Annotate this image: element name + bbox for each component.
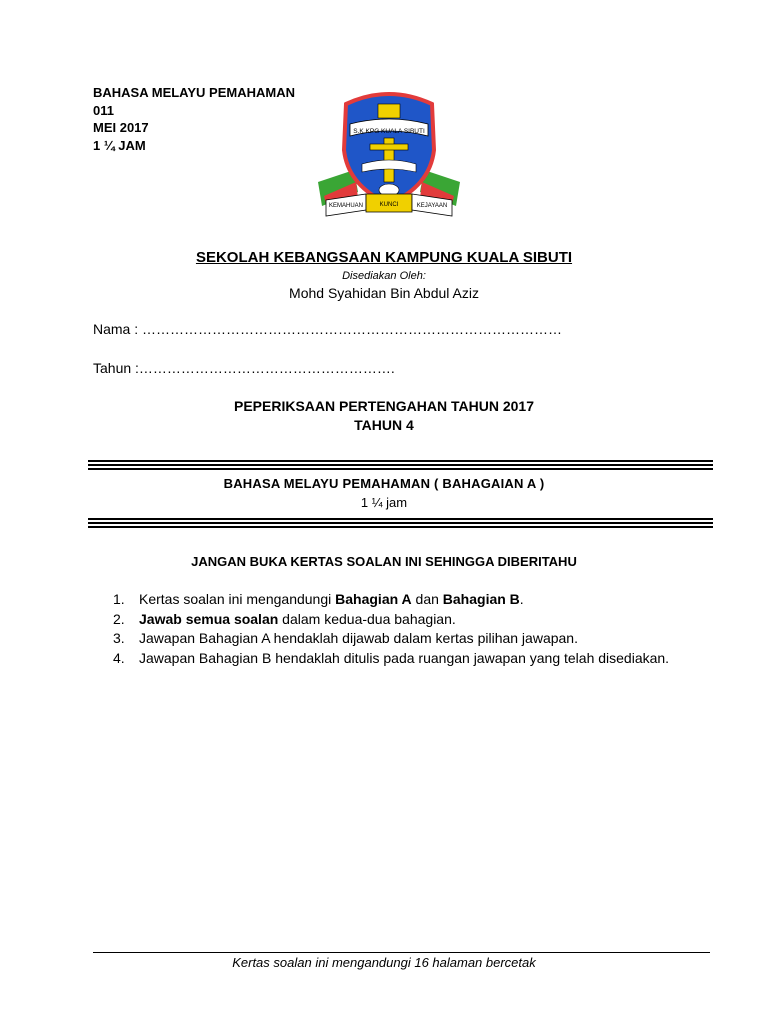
divider-line bbox=[88, 526, 713, 528]
header-subject: BAHASA MELAYU PEMAHAMAN bbox=[93, 85, 295, 100]
instruction-item bbox=[113, 629, 673, 649]
instruction-item bbox=[113, 590, 673, 610]
instruction-item bbox=[113, 610, 673, 630]
instruction-text: dan bbox=[411, 591, 443, 607]
instruction-number: 3. bbox=[113, 630, 125, 646]
divider-line bbox=[88, 460, 713, 462]
instruction-text: Kertas soalan ini mengandungi bbox=[139, 591, 336, 607]
divider-line bbox=[88, 518, 713, 520]
instruction-number: 1. bbox=[113, 591, 125, 607]
logo-banner-text: S.K KPG KUALA SIBUTI bbox=[353, 128, 425, 135]
instruction-text: dalam kedua-dua bahagian. bbox=[278, 610, 456, 627]
divider-line bbox=[88, 468, 713, 470]
instruction-bold: Bahagian A bbox=[335, 591, 412, 607]
instruction-number: 4. bbox=[113, 649, 125, 666]
instruction-text: Jawapan Bahagian B hendaklah ditulis pada ruangan jawapan yang telah disediakan. bbox=[139, 649, 670, 666]
header-duration: 1 ¼ JAM bbox=[93, 137, 146, 153]
paper-header bbox=[93, 84, 295, 154]
instruction-bold: Jawab semua soalan bbox=[139, 610, 279, 627]
header-code: 011 bbox=[93, 102, 114, 118]
instruction-item bbox=[113, 649, 673, 669]
exam-title: PEPERIKSAAN PERTENGAHAN TAHUN 2017 bbox=[233, 398, 534, 414]
name-field[interactable]: Nama : ……………………………………………………………………………… bbox=[93, 321, 563, 337]
school-name: SEKOLAH KEBANGSAAN KAMPUNG KUALA SIBUTI bbox=[195, 249, 573, 266]
warning-text: JANGAN BUKA KERTAS SOALAN INI SEHINGGA DIBERITAHU bbox=[191, 554, 577, 569]
exam-year: TAHUN 4 bbox=[354, 417, 414, 433]
logo-ribbon-center: KUNCI bbox=[379, 202, 399, 208]
logo-ribbon-left: KEMAHUAN bbox=[328, 203, 364, 209]
instructions-list bbox=[113, 590, 673, 668]
prepared-by-label: Disediakan Oleh: bbox=[342, 270, 426, 282]
footer-note: Kertas soalan ini mengandungi 16 halaman bercetak bbox=[232, 955, 536, 970]
instruction-number: 2. bbox=[113, 610, 125, 627]
instruction-bold: Bahagian B bbox=[442, 591, 520, 607]
paper-duration: 1 ¼ jam bbox=[360, 495, 408, 510]
footer-rule bbox=[93, 952, 710, 953]
header-date: MEI 2017 bbox=[93, 120, 149, 135]
instruction-text: . bbox=[519, 591, 524, 607]
school-crest-logo bbox=[318, 86, 460, 220]
year-field[interactable]: Tahun :………………………………………………. bbox=[93, 360, 395, 376]
logo-ribbon-right: KEJAYAAN bbox=[416, 203, 448, 209]
divider-line bbox=[88, 464, 713, 466]
paper-title: BAHASA MELAYU PEMAHAMAN ( BAHAGAIAN A ) bbox=[223, 476, 545, 491]
divider-line bbox=[88, 522, 713, 524]
prepared-by-name: Mohd Syahidan Bin Abdul Aziz bbox=[289, 285, 479, 301]
instruction-text: Jawapan Bahagian A hendaklah dijawab dalam kertas pilihan jawapan. bbox=[139, 630, 578, 646]
